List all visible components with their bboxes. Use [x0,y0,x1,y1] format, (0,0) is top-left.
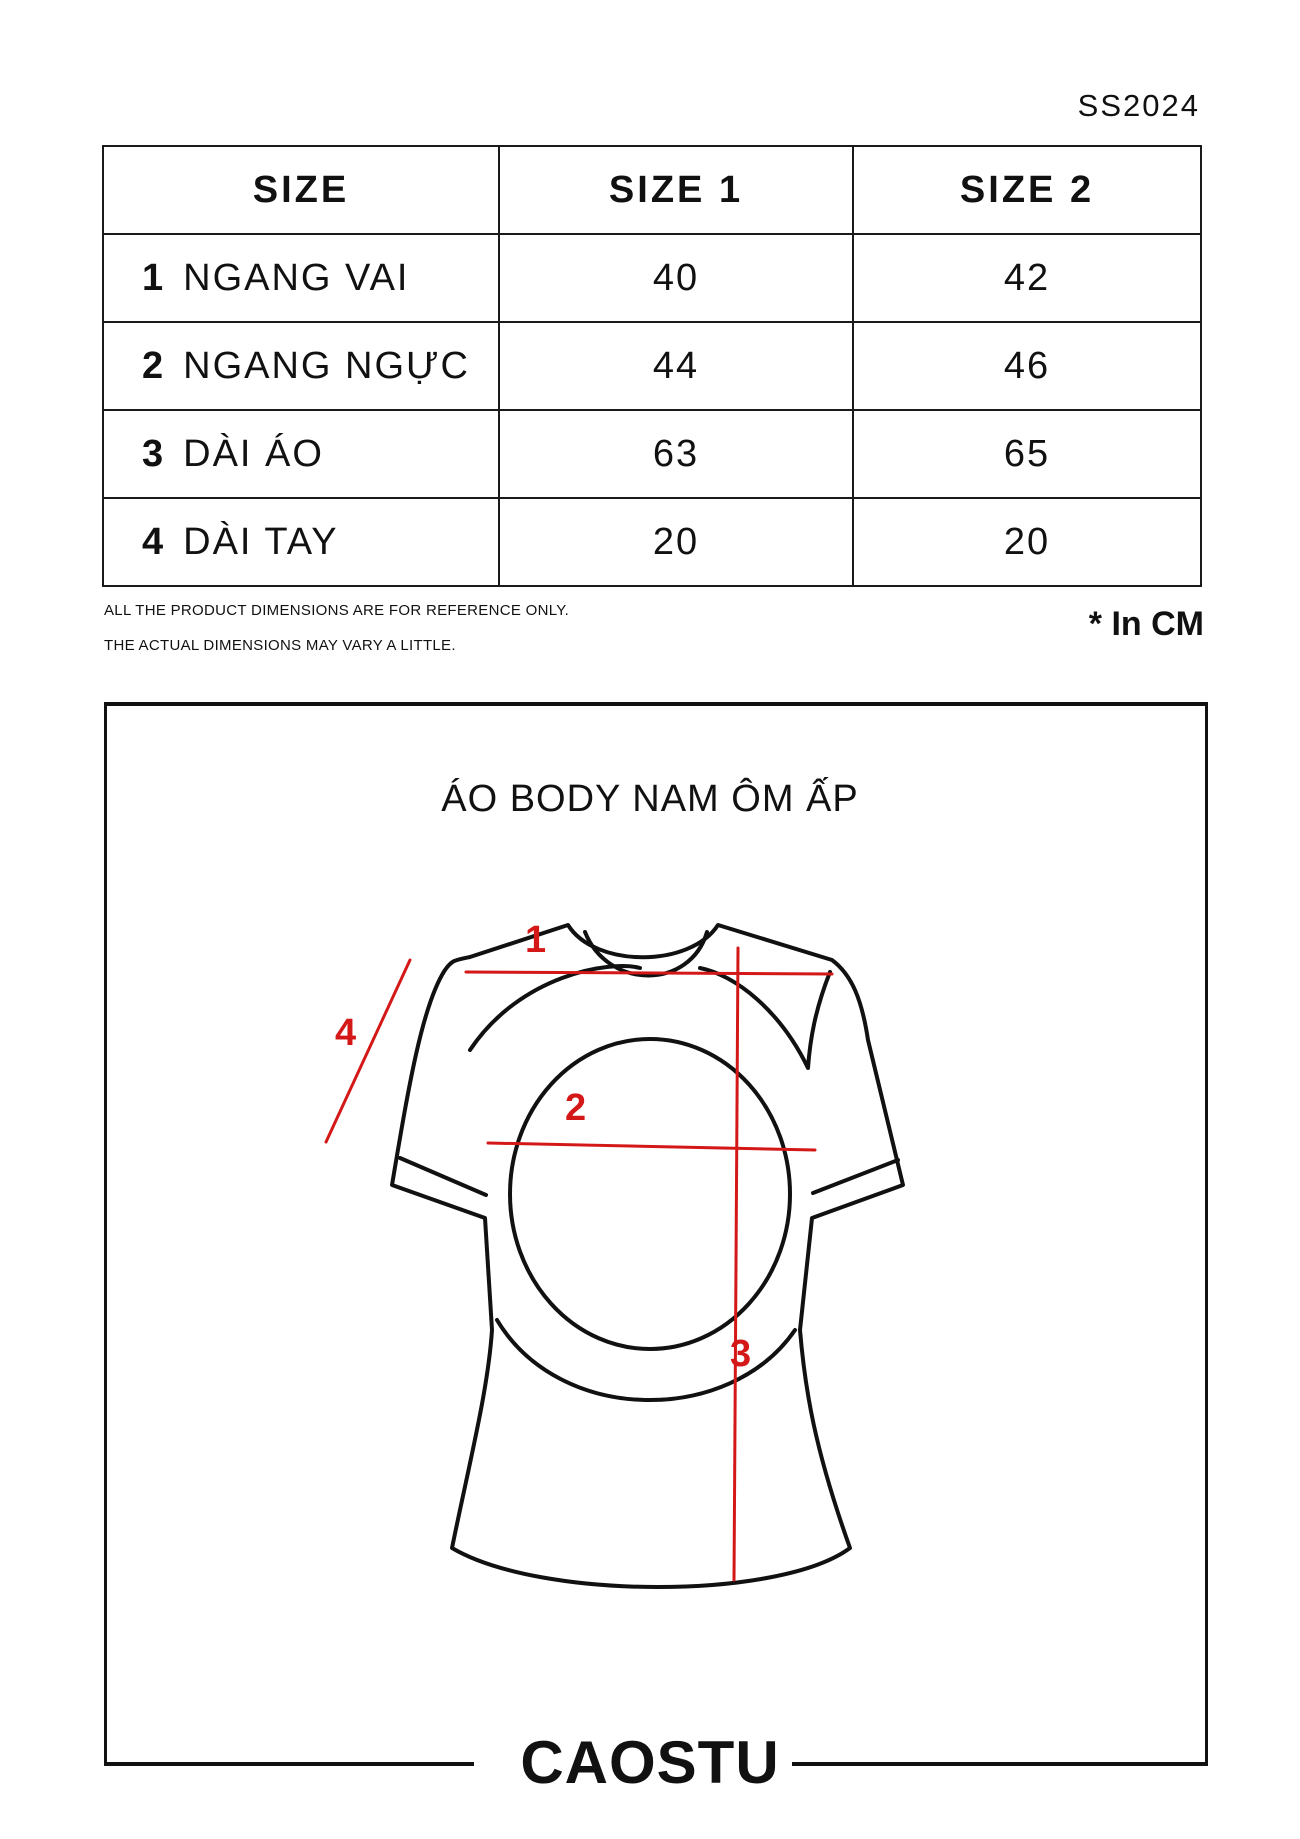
unit-label: * In CM [1088,605,1204,643]
size-1-value: 44 [499,322,853,410]
size-1-value: 63 [499,410,853,498]
row-number: 3 [142,432,166,475]
size-2-value: 20 [853,498,1201,586]
marker-2: 2 [565,1087,587,1129]
length-measure-line [734,948,738,1580]
row-number: 4 [142,520,166,563]
row-label-text: DÀI ÁO [183,432,324,475]
header-size-1: SIZE 1 [499,146,853,234]
size-1-value: 40 [499,234,853,322]
season-code: SS2024 [1077,88,1200,123]
marker-4: 4 [335,1012,357,1054]
size-2-value: 46 [853,322,1201,410]
header-size-2: SIZE 2 [853,146,1201,234]
product-title: ÁO BODY NAM ÔM ẤP [441,778,859,820]
chest-measure-line [488,1143,815,1150]
size-2-value: 65 [853,410,1201,498]
disclaimer-line-1: ALL THE PRODUCT DIMENSIONS ARE FOR REFERENCE ONLY. [104,602,570,619]
disclaimer-line-2: THE ACTUAL DIMENSIONS MAY VARY A LITTLE. [104,637,456,654]
brand-logo: CAOSTU [520,1729,780,1796]
shoulder-measure-line [466,972,832,974]
size-1-value: 20 [499,498,853,586]
row-number: 1 [142,256,166,299]
row-label-text: DÀI TAY [183,520,339,563]
measure-lines [326,948,832,1580]
header-size: SIZE [103,146,499,234]
row-number: 2 [142,344,166,387]
marker-3: 3 [730,1333,752,1375]
row-label-text: NGANG VAI [183,256,410,299]
marker-1: 1 [525,919,547,961]
shirt-outline [392,925,903,1587]
row-label-text: NGANG NGỰC [183,344,470,387]
size-2-value: 42 [853,234,1201,322]
